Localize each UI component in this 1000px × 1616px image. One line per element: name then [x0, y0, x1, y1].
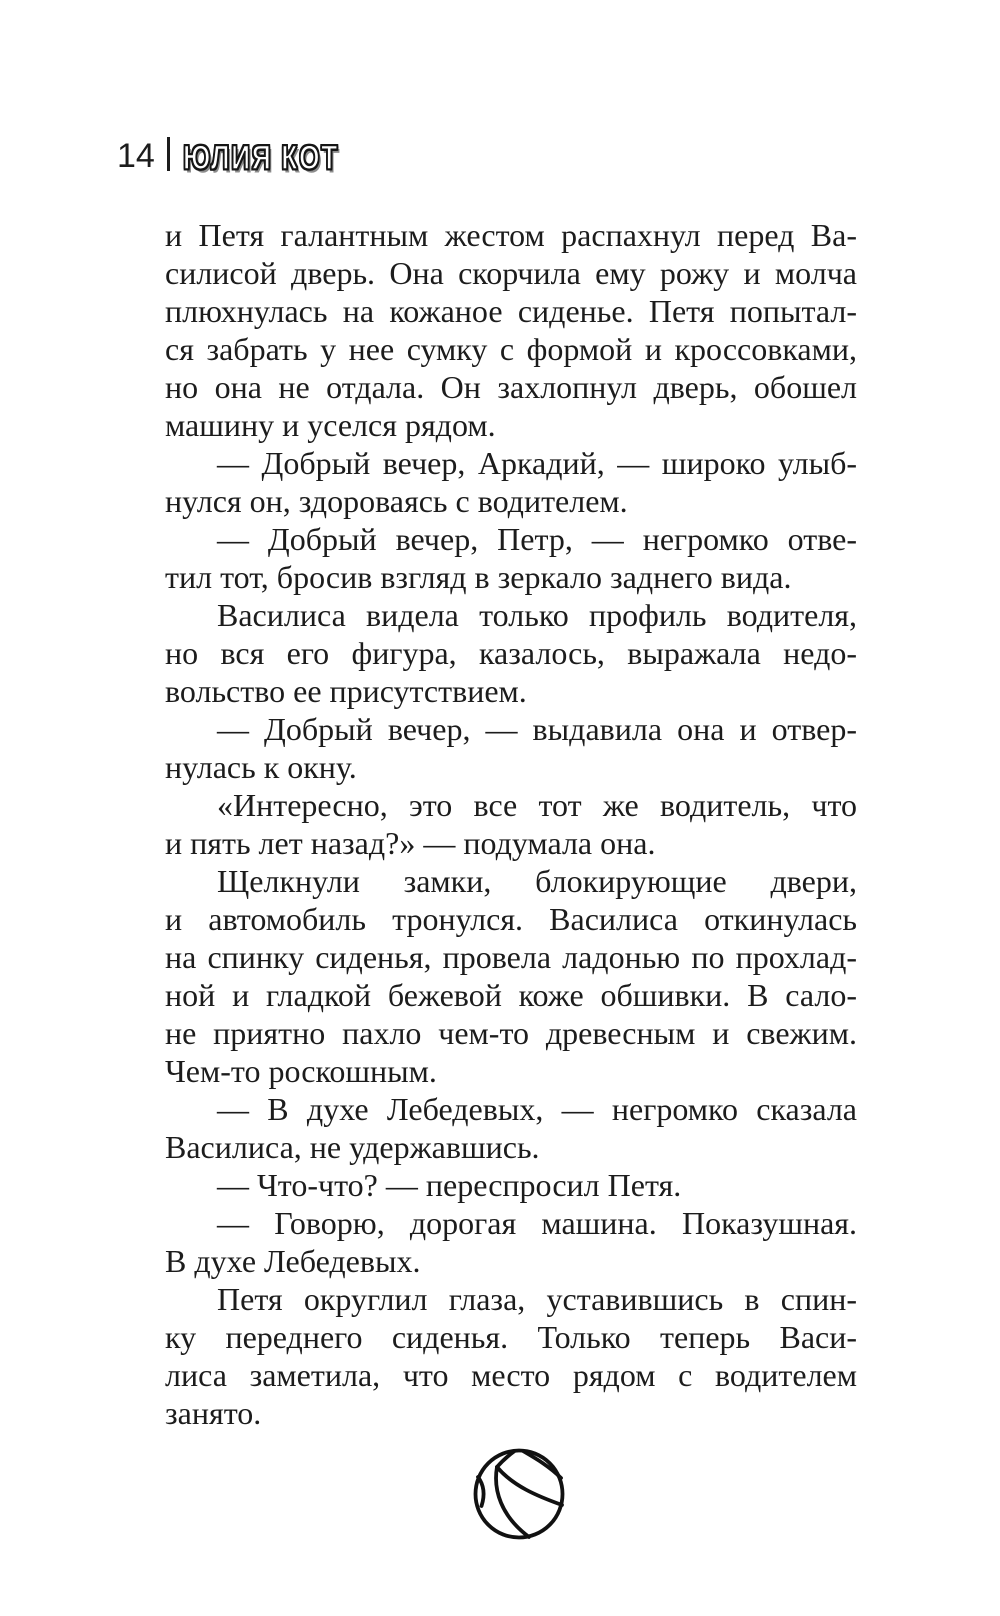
- text-line: — Говорю, дорогая машина. Показушная.: [217, 1205, 857, 1241]
- text-line: Василиса видела только профиль водителя,: [217, 597, 857, 633]
- text-line: силисой дверь. Она скорчила ему рожу и молча: [165, 255, 857, 291]
- text-line: Щелкнули замки, блокирующие двери,: [217, 863, 857, 899]
- text-line: и автомобиль тронулся. Василиса откинулась: [165, 901, 857, 937]
- text-line: Петя округлил глаза, уставившись в спин-: [217, 1281, 857, 1317]
- text-line: не приятно пахло чем-то древесным и свежим.: [165, 1015, 857, 1051]
- text-line: на спинку сиденья, провела ладонью по прохлад-: [165, 939, 857, 975]
- page-number: 14: [117, 137, 155, 175]
- text-line: — Добрый вечер, — выдавила она и отвер-: [217, 711, 857, 747]
- text-line: Чем-то роскошным.: [165, 1053, 437, 1089]
- text-line: нулась к окну.: [165, 749, 357, 785]
- page-header: [0, 0, 1000, 200]
- text-line: и пять лет назад?» — подумала она.: [165, 825, 656, 861]
- text-line: ку переднего сиденья. Только теперь Васи-: [165, 1319, 857, 1355]
- text-line: ной и гладкой бежевой коже обшивки. В сало-: [165, 977, 857, 1013]
- text-line: В духе Лебедевых.: [165, 1243, 421, 1279]
- text-line: и Петя галантным жестом распахнул перед Ва-: [165, 217, 857, 253]
- header-divider: [167, 137, 170, 171]
- text-line: но она не отдала. Он захлопнул дверь, обошел: [165, 369, 857, 405]
- text-line: — Что-что? — переспросил Петя.: [217, 1167, 682, 1203]
- text-line: нулся он, здороваясь с водителем.: [165, 483, 628, 519]
- text-line: вольство ее присутствием.: [165, 673, 527, 709]
- text-line: — Добрый вечер, Аркадий, — широко улыб-: [217, 445, 857, 481]
- text-line: Василиса, не удержавшись.: [165, 1129, 540, 1165]
- text-line: занято.: [165, 1395, 262, 1431]
- text-line: ся забрать у нее сумку с формой и кроссовками,: [165, 331, 857, 367]
- text-line: но вся его фигура, казалось, выражала недо-: [165, 635, 857, 671]
- text-line: лиса заметила, что место рядом с водителем: [165, 1357, 857, 1393]
- text-line: — Добрый вечер, Петр, — негромко отве-: [217, 521, 857, 557]
- text-line: тил тот, бросив взгляд в зеркало заднего вида.: [165, 559, 792, 595]
- author-name: ЮЛИЯ КОТ: [183, 139, 339, 177]
- text-line: плюхнулась на кожаное сиденье. Петя попытал-: [165, 293, 857, 329]
- text-line: — В духе Лебедевых, — негромко сказала: [217, 1091, 857, 1127]
- basketball-icon: [473, 1448, 565, 1540]
- body-text: [165, 216, 857, 1432]
- text-line: «Интересно, это все тот же водитель, что: [217, 787, 857, 823]
- text-line: машину и уселся рядом.: [165, 407, 496, 443]
